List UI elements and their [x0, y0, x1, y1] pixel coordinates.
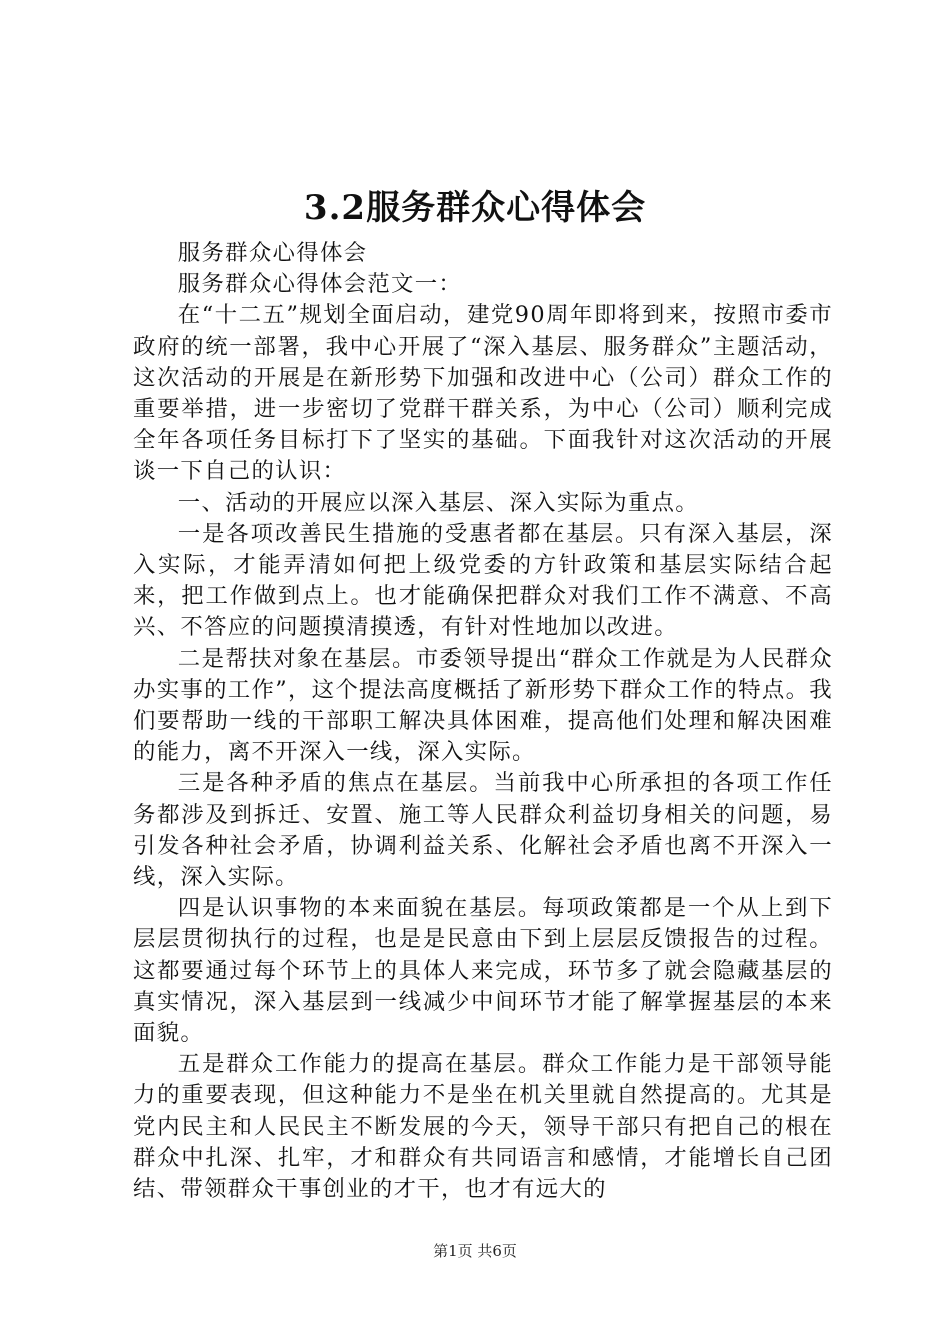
paragraph: 在“十二五”规划全面启动，建党90周年即将到来，按照市委市政府的统一部署，我中心开展了“深入基层、服务群众”主题活动，这次活动的开展是在新形势下加强和改进中心（公司）群众工作的重要举措，进一步密切了党群干群关系，为中心（公司）顺利完成全年各项任务目标打下了坚实的基础。下面我针对这次活动的开展谈一下自己的认识： — [133, 302, 833, 485]
paragraph: 五是群众工作能力的提高在基层。群众工作能力是干部领导能力的重要表现，但这种能力不是坐在机关里就自然提高的。尤其是党内民主和人民民主不断发展的今天，领导干部只有把自己的根在群众中扎深、扎牢，才和群众有共同语言和感情，才能增长自己团结、带领群众干事创业的才干，也才有远大的 — [133, 1051, 833, 1203]
document-title: 3.2服务群众心得体会 — [303, 188, 647, 228]
paragraph: 服务群众心得体会 — [177, 240, 368, 266]
document-body — [133, 238, 833, 1205]
paragraph: 一、活动的开展应以深入基层、深入实际为重点。 — [177, 489, 699, 516]
paragraph: 一是各项改善民生措施的受惠者都在基层。只有深入基层，深入实际，才能弄清如何把上级党委的方针政策和基层实际结合起来，把工作做到点上。也才能确保把群众对我们工作不满意、不高兴、不答应的问题摸清摸透，有针对性地加以改进。 — [133, 520, 833, 641]
paragraph: 服务群众心得体会范文一： — [177, 271, 463, 298]
paragraph: 三是各种矛盾的焦点在基层。当前我中心所承担的各项工作任务都涉及到拆迁、安置、施工等人民群众利益切身相关的问题，易引发各种社会矛盾，协调利益关系、化解社会矛盾也离不开深入一线，深入实际。 — [133, 770, 833, 891]
paragraph: 四是认识事物的本来面貌在基层。每项政策都是一个从上到下层层贯彻执行的过程，也是是民意由下到上层层反馈报告的过程。这都要通过每个环节上的具体人来完成，环节多了就会隐藏基层的真实情况，深入基层到一线减少中间环节才能了解掌握基层的本来面貌。 — [133, 895, 833, 1047]
page-number-footer: 第1页 共6页 — [433, 1242, 517, 1260]
paragraph: 二是帮扶对象在基层。市委领导提出“群众工作就是为人民群众办实事的工作”，这个提法高度概括了新形势下群众工作的特点。我们要帮助一线的干部职工解决具体困难，提高他们处理和解决困难的能力，离不开深入一线，深入实际。 — [133, 645, 833, 766]
